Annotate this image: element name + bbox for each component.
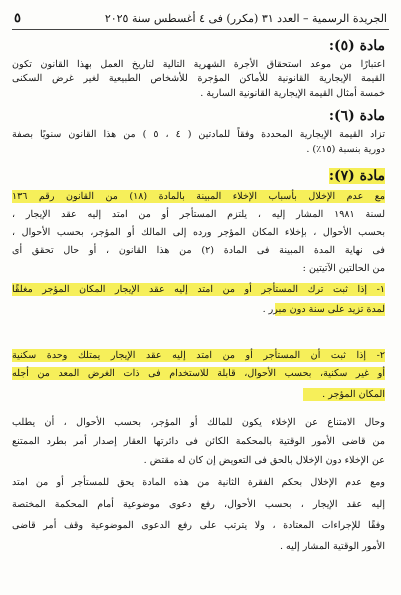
article-7-line-highlighted: مع عدم الإخلال بأسباب الإخلاء المبينة بالمادة (١٨) من القانون رقم ١٣٦ (12, 191, 385, 202)
article-7-line: من قاضى الأمور الوقتية بالمحكمة الكائن فى دائرتها العقار إصدار أمر بطرد الممتنع (12, 436, 385, 447)
article-6-heading: مادة (٦): (328, 108, 385, 124)
header-title: الجريدة الرسمية – العدد ٣١ (مكرر) فى ٤ أغسطس سنة ٢٠٢٥ (104, 11, 387, 25)
article-7-heading: مادة (٧): (328, 168, 385, 184)
article-5-line: خمسة أمثال القيمة الإيجارية القانونية السارية . (200, 88, 385, 99)
article-7-line: عن الإخلاء دون الإخلال بالحق فى التعويض إن كان له مقتض . (143, 455, 385, 466)
article-5-line: اعتبارًا من موعد استحقاق الأجرة الشهرية التالية لتاريخ العمل بهذا القانون تكون (12, 59, 385, 70)
article-7-line-highlighted: لمدة تزيد على سنة دون مبرر . (262, 304, 385, 315)
article-6-line: تزاد القيمة الإيجارية المحددة وفقاً للمادتين ( ٤ ، ٥ ) من هذا القانون سنويًا بصفة (12, 129, 385, 140)
article-6-line: دورية بنسبة (١٥٪) . (306, 144, 385, 155)
article-7-line: لسنة ١٩٨١ المشار إليه ، يلتزم المستأجر أو من امتد إليه عقد الإيجار ، (12, 209, 385, 220)
article-7-line: فى نهاية المدة المبينة فى المادة (٢) من هذا القانون ، أو حال تحقق أى (12, 245, 385, 256)
article-7-line-highlighted: المكان المؤجر . (303, 388, 385, 401)
article-7-line-highlighted: أو غير سكنية، بحسب الأحوال، قابلة للاستخدام فى ذات الغرض المعد من أجله (12, 368, 385, 379)
article-7-line: بحسب الأحوال ، بإخلاء المكان المؤجر ورده إلى المالك أو المؤجر، بحسب الأحوال ، (12, 227, 385, 238)
header-divider (12, 29, 389, 30)
article-5-line: القيمة الإيجارية القانونية للأماكن المؤجرة للأشخاص الطبيعية لغير غرض السكنى (12, 73, 385, 84)
article-7-line: ومع عدم الإخلال بحكم الفقرة الثانية من هذه المادة يحق للمستأجر أو من امتد (12, 477, 385, 488)
page-number: ٥ (14, 10, 21, 26)
article-7-line-highlighted: ١- إذا ثبت ترك المستأجر أو من امتد إليه عقد الإيجار المكان المؤجر مغلقًا (12, 284, 385, 295)
article-7-line: من الحالتين الآتيتين : (302, 263, 385, 274)
page-header (14, 10, 387, 26)
article-7-line: إليه عقد الإيجار ، بحسب الأحوال، رفع دعوى موضوعية أمام المحكمة المختصة (12, 499, 385, 510)
article-7-line-highlighted: ٢- إذا ثبت أن المستأجر أو من امتد إليه عقد الإيجار يمتلك وحدة سكنية (12, 350, 385, 361)
article-7-line: الأمور الوقتية المشار إليه . (279, 541, 385, 552)
article-5-heading: مادة (٥): (328, 38, 385, 54)
article-7-line: وحال الامتناع عن الإخلاء يكون للمالك أو المؤجر، بحسب الأحوال ، أن يطلب (12, 417, 385, 428)
article-7-line: وفقًا للإجراءات المعتادة ، ولا يترتب على رفع الدعوى الموضوعية وقف أمر قاضى (12, 520, 385, 531)
